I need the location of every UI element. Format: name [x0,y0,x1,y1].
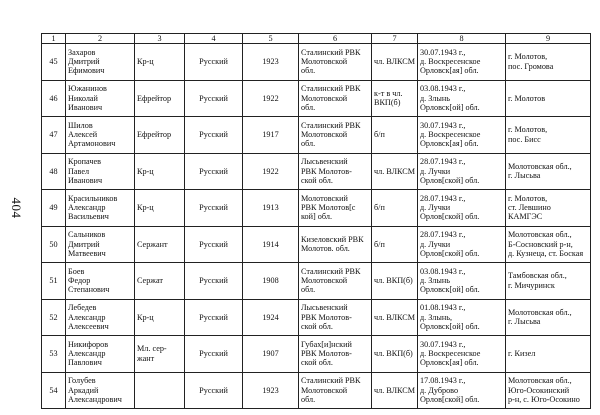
address-cell-line: г. Лысьва [508,317,541,327]
nationality-cell: Русский [185,80,243,117]
address-cell-line: г. Молотов, [508,125,548,135]
table-row [42,190,591,227]
death-cell-line: 17.08.1943 г., [420,376,466,386]
table-row [42,44,591,81]
column-header: 5 [243,34,299,44]
address-cell-line: Молотовская обл., [508,376,572,386]
address-cell-line: Молотовская обл., [508,307,572,317]
table-row [42,336,591,373]
death-cell [418,190,506,227]
death-cell-line: д. Лучки [420,166,451,176]
name-cell-line: Артамонович [68,139,116,149]
nationality-cell: Русский [185,336,243,373]
rank-cell: Кр-ц [135,299,185,336]
birth-year-cell: 1922 [243,80,299,117]
name-cell-line: Никифоров [68,339,109,349]
commissariat-cell [299,299,372,336]
name-cell-line: Степанович [68,285,110,295]
death-cell-line: Орловск[ой] обл. [420,321,480,331]
party-cell [372,44,418,81]
row-number-cell: 51 [42,263,66,300]
rank-cell: Сержат [135,263,185,300]
column-header: 6 [299,34,372,44]
rank-cell [135,372,185,409]
address-cell-line: пос. Бисс [508,134,541,144]
column-header: 8 [418,34,506,44]
nationality-cell: Русский [185,190,243,227]
table-row [42,117,591,154]
commissariat-cell [299,44,372,81]
death-cell-line: д. Лучки [420,239,451,249]
row-number-cell: 48 [42,153,66,190]
commissariat-cell-line: обл. [301,285,316,295]
party-cell-line: чл. ВЛКСМ [374,57,415,67]
address-cell-line: Б-Сосновский р-н, [508,239,573,249]
row-number-cell: 49 [42,190,66,227]
death-cell-line: Орловск[ой] обл. [420,102,480,112]
party-cell [372,80,418,117]
commissariat-cell-line: Молотовский [301,193,348,203]
party-cell [372,153,418,190]
commissariat-cell-line: ской обл. [301,321,333,331]
birth-year-cell: 1923 [243,44,299,81]
birth-year-cell: 1922 [243,153,299,190]
table-row [42,226,591,263]
death-cell-line: 28.07.1943 г., [420,193,466,203]
address-cell-line: Тамбовская обл., [508,271,567,281]
death-cell-line: 03.08.1943 г., [420,84,466,94]
address-cell-line: г. Молотов, [508,52,548,62]
name-cell-line: Лебедев [68,303,97,313]
table-row [42,299,591,336]
row-number-cell: 47 [42,117,66,154]
address-cell-line: р-н, с. Юго-Осокино [508,394,580,404]
party-cell [372,336,418,373]
table-row [42,80,591,117]
birth-year-cell: 1924 [243,299,299,336]
death-cell-line: Орлов[ской] обл. [420,394,480,404]
address-cell [506,263,591,300]
commissariat-cell-line: Сталинский РВК [301,120,361,130]
name-cell-line: Александрович [68,394,122,404]
address-cell-line: г. Лысьва [508,171,541,181]
party-cell-line: чл. ВКП(б) [374,349,413,359]
address-cell-line: г. Молотов, [508,193,548,203]
death-cell-line: Орловск[ая] обл. [420,358,479,368]
death-cell-line: Орловск[ой] обл. [420,285,480,295]
name-cell [66,263,135,300]
name-cell-line: Захаров [68,47,96,57]
death-cell-line: д. Воскресенское [420,130,481,140]
address-cell-line: г. Мичуринск [508,280,555,290]
name-cell [66,153,135,190]
name-cell-line: Александр [68,312,106,322]
column-header: 7 [372,34,418,44]
name-cell-line: Боев [68,266,85,276]
death-cell-line: Орлов[ской] обл. [420,175,480,185]
death-cell-line: д. Злынь, [420,312,453,322]
name-cell-line: Красильников [68,193,118,203]
commissariat-cell-line: Молотовской [301,276,348,286]
commissariat-cell-line: Кизеловский РВК [301,234,364,244]
address-cell-line: Юго-Осокинский [508,385,570,395]
commissariat-cell-line: Молотовской [301,57,348,67]
name-cell [66,372,135,409]
table-row [42,263,591,300]
address-cell [506,117,591,154]
address-cell-line: д. Кузнеца, ст. Боская [508,248,584,258]
commissariat-cell-line: обл. [301,139,316,149]
name-cell-line: Сальников [68,230,106,240]
name-cell-line: Иванович [68,102,103,112]
address-cell-line: Молотовская обл., [508,230,572,240]
party-cell [372,372,418,409]
death-cell-line: 30.07.1943 г., [420,339,466,349]
row-number-cell: 46 [42,80,66,117]
nationality-cell: Русский [185,44,243,81]
death-cell [418,263,506,300]
name-cell [66,80,135,117]
name-cell [66,299,135,336]
commissariat-cell-line: Лысьвенский [301,157,348,167]
party-cell [372,263,418,300]
column-header: 4 [185,34,243,44]
name-cell [66,190,135,227]
party-cell [372,299,418,336]
commissariat-cell-line: Молотовской [301,130,348,140]
death-cell [418,372,506,409]
name-cell-line: Алексеевич [68,321,109,331]
birth-year-cell: 1923 [243,372,299,409]
commissariat-cell-line: Сталинский РВК [301,376,361,386]
commissariat-cell-line: Молотовской [301,385,348,395]
commissariat-cell-line: Молотов. обл. [301,244,350,254]
nationality-cell: Русский [185,117,243,154]
party-cell-line: чл. ВЛКСМ [374,166,415,176]
commissariat-cell-line: РВК Молотов- [301,349,352,359]
column-number-header-row [42,34,591,44]
death-cell-line: д. Лучки [420,203,451,213]
nationality-cell: Русский [185,263,243,300]
death-cell-line: 01.08.1943 г., [420,303,466,313]
name-cell-line: Александр [68,349,106,359]
name-cell-line: Южанинов [68,84,107,94]
party-cell-line: чл. ВЛКСМ [374,312,415,322]
row-number-cell: 53 [42,336,66,373]
death-cell [418,80,506,117]
name-cell-line: Павел [68,166,90,176]
party-cell-line: чл. ВЛКСМ [374,385,415,395]
column-header: 1 [42,34,66,44]
death-cell-line: д. Злынь [420,276,450,286]
commissariat-cell [299,336,372,373]
commissariat-cell-line: обл. [301,66,316,76]
row-number-cell: 52 [42,299,66,336]
page-number: 404 [9,197,24,219]
death-cell-line: д. Дуброво [420,385,459,395]
commissariat-cell [299,372,372,409]
name-cell [66,336,135,373]
name-cell-line: Дмитрий [68,57,100,67]
birth-year-cell: 1917 [243,117,299,154]
address-cell-line: КАМГЭС [508,212,543,222]
party-cell [372,226,418,263]
name-cell-line: Алексей [68,130,98,140]
commissariat-cell [299,153,372,190]
nationality-cell: Русский [185,372,243,409]
name-cell [66,117,135,154]
death-cell [418,153,506,190]
commissariat-cell-line: РВК Молотов- [301,166,352,176]
name-cell-line: Николай [68,93,98,103]
death-cell-line: 03.08.1943 г., [420,266,466,276]
table-row [42,372,591,409]
address-cell [506,226,591,263]
death-cell-line: д. Воскресенское [420,349,481,359]
row-number-cell: 50 [42,226,66,263]
name-cell-line: Александр [68,203,106,213]
nationality-cell: Русский [185,226,243,263]
birth-year-cell: 1908 [243,263,299,300]
address-cell [506,153,591,190]
address-cell [506,336,591,373]
death-cell [418,117,506,154]
death-cell [418,226,506,263]
name-cell-line: Аркадий [68,385,99,395]
death-cell [418,44,506,81]
name-cell-line: Матвеевич [68,248,106,258]
name-cell-line: Иванович [68,175,103,185]
commissariat-cell [299,263,372,300]
address-cell-line: пос. Громова [508,61,554,71]
party-cell [372,190,418,227]
rank-cell: Ефрейтор [135,80,185,117]
death-cell [418,299,506,336]
party-cell-line: чл. ВКП(б) [374,276,413,286]
address-cell [506,80,591,117]
party-cell-line: б/п [374,203,385,213]
name-cell-line: Васильевич [68,212,109,222]
death-cell-line: Орлов[ской] обл. [420,212,480,222]
commissariat-cell [299,226,372,263]
nationality-cell: Русский [185,299,243,336]
party-cell-line: к-т в чл. [374,88,403,98]
rank-cell: Кр-ц [135,44,185,81]
birth-year-cell: 1913 [243,190,299,227]
birth-year-cell: 1914 [243,226,299,263]
commissariat-cell-line: Сталинский РВК [301,84,361,94]
commissariat-cell-line: ской обл. [301,175,333,185]
column-header: 9 [506,34,591,44]
commissariat-cell-line: кой] обл. [301,212,332,222]
rank-cell: Ефрейтор [135,117,185,154]
death-cell-line: Орловск[ая] обл. [420,139,479,149]
name-cell-line: Кропачев [68,157,101,167]
death-cell-line: Орловск[ая] обл. [420,66,479,76]
commissariat-cell-line: Сталинский РВК [301,266,361,276]
commissariat-cell [299,117,372,154]
death-cell-line: Орлов[ской] обл. [420,248,480,258]
name-cell [66,44,135,81]
address-cell-line: г. Кизел [508,349,536,359]
register-body [42,44,591,409]
death-cell-line: 28.07.1943 г., [420,157,466,167]
name-cell-line: Шилов [68,120,93,130]
commissariat-cell [299,80,372,117]
name-cell-line: Павлович [68,358,102,368]
commissariat-cell [299,190,372,227]
commissariat-cell-line: РВК Молотов[с [301,203,356,213]
address-cell [506,190,591,227]
commissariat-cell-line: Губах[и]нский [301,339,352,349]
address-cell [506,372,591,409]
address-cell-line: ст. Левшино [508,203,551,213]
commissariat-cell-line: ской обл. [301,358,333,368]
commissariat-cell-line: обл. [301,102,316,112]
address-cell-line: г. Молотов [508,93,546,103]
row-number-cell: 54 [42,372,66,409]
commissariat-cell-line: Молотовской [301,93,348,103]
commissariat-cell-line: РВК Молотов- [301,312,352,322]
rank-cell: Кр-ц [135,190,185,227]
casualty-register-table [41,33,591,409]
address-cell [506,299,591,336]
party-cell-line: б/п [374,130,385,140]
death-cell-line: д. Воскресенское [420,57,481,67]
nationality-cell: Русский [185,153,243,190]
commissariat-cell-line: Лысьвенский [301,303,348,313]
column-header: 2 [66,34,135,44]
name-cell-line: Ефимович [68,66,105,76]
rank-cell: Мл. сер- жант [135,336,185,373]
name-cell-line: Федор [68,276,91,286]
party-cell [372,117,418,154]
rank-cell: Сержант [135,226,185,263]
death-cell-line: д. Злынь [420,93,450,103]
table-row [42,153,591,190]
commissariat-cell-line: обл. [301,394,316,404]
death-cell [418,336,506,373]
party-cell-line: б/п [374,239,385,249]
rank-cell: Кр-ц [135,153,185,190]
death-cell-line: 30.07.1943 г., [420,120,466,130]
name-cell-line: Дмитрий [68,239,100,249]
row-number-cell: 45 [42,44,66,81]
death-cell-line: 28.07.1943 г., [420,230,466,240]
party-cell-line: ВКП(б) [374,98,401,108]
address-cell-line: Молотовская обл., [508,161,572,171]
death-cell-line: 30.07.1943 г., [420,47,466,57]
column-header: 3 [135,34,185,44]
address-cell [506,44,591,81]
name-cell [66,226,135,263]
commissariat-cell-line: Сталинский РВК [301,47,361,57]
birth-year-cell: 1907 [243,336,299,373]
name-cell-line: Голубев [68,376,96,386]
